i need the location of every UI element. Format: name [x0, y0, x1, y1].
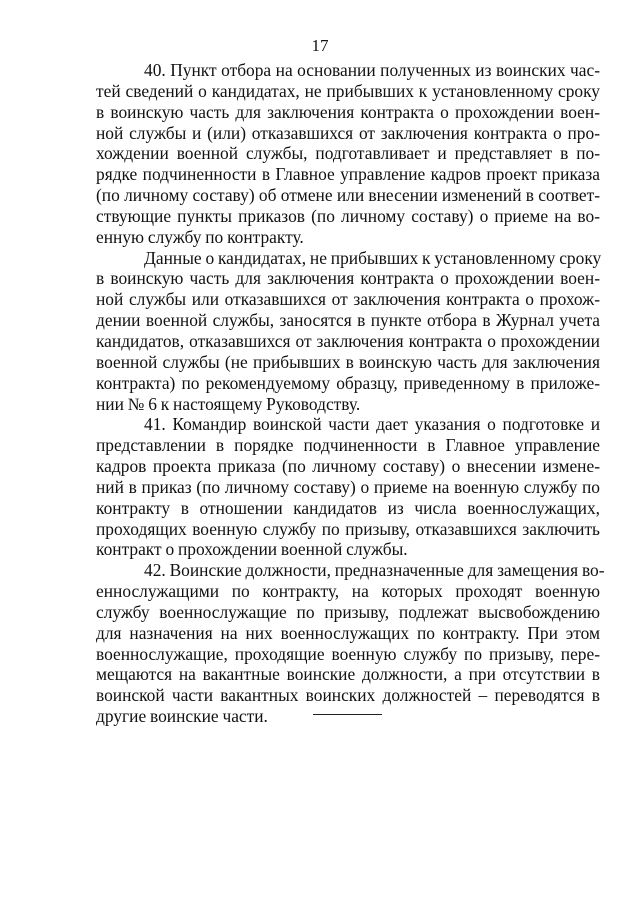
text-line: 41. Командир воинской части дает указания о подготовке и	[144, 414, 600, 435]
text-line: ной службы и (или) отказавшихся от заключения контракта о про-	[96, 122, 600, 143]
text-line: дении военной службы, заносятся в пункте отбора в Журнал учета	[96, 310, 600, 331]
text-line: другие воинские части.	[96, 706, 268, 727]
text-line: ствующие пункты приказов (по личному составу) о приеме на во-	[96, 205, 600, 226]
paragraph-item-42	[96, 560, 605, 727]
text-line: ний в приказ (по личному составу) о приеме на военную службу по	[96, 476, 600, 497]
text-line: Данные о кандидатах, не прибывших к установленному сроку	[144, 247, 602, 268]
end-divider	[313, 714, 382, 715]
text-line: представлении в порядке подчиненности в Главное управление	[96, 435, 600, 456]
text-line: мещаются на вакантные воинские должности, а при отсутствии в	[96, 664, 600, 685]
text-line: нии № 6 к настоящему Руководству.	[96, 393, 361, 414]
text-line: в воинскую часть для заключения контракта о прохождении воен-	[96, 268, 600, 289]
text-line: военнослужащие, проходящие военную службу по призыву, пере-	[96, 643, 600, 664]
paragraph-candidates-data	[96, 248, 600, 415]
paragraph-item-40	[96, 60, 600, 248]
text-line: в воинскую часть для заключения контракта о прохождении воен-	[96, 101, 600, 122]
text-line: службу военнослужащие по призыву, подлежат высвобождению	[96, 601, 600, 622]
text-line: еннослужащими по контракту, на которых проходят военную	[96, 581, 600, 602]
text-line: контракта) по рекомендуемому образцу, приведенному в приложе-	[96, 372, 600, 393]
paragraph-item-41	[96, 414, 600, 560]
text-line: ной службы или отказавшихся от заключения контракта о прохож-	[96, 289, 600, 310]
page-number: 17	[311, 36, 329, 55]
text-line: 42. Воинские должности, предназначенные для замещения во-	[144, 560, 605, 581]
text-line: хождении военной службы, подготавливает и представляет в по-	[96, 143, 600, 164]
document-body	[96, 60, 605, 727]
text-line: енную службу по контракту.	[96, 226, 304, 247]
text-line: контракт о прохождении военной службы.	[96, 539, 408, 560]
text-line: 40. Пункт отбора на основании полученных из воинских час-	[144, 60, 600, 80]
text-line: контракту в отношении кандидатов из числа военнослужащих,	[96, 497, 600, 518]
text-line: рядке подчиненности в Главное управление кадров проект приказа	[96, 164, 600, 185]
text-line: тей сведений о кандидатах, не прибывших к установленному сроку	[96, 80, 600, 101]
text-line: кандидатов, отказавшихся от заключения контракта о прохождении	[96, 330, 600, 351]
text-line: проходящих военную службу по призыву, отказавшихся заключить	[96, 518, 600, 539]
text-line: кадров проекта приказа (по личному составу) о внесении измене-	[96, 456, 600, 477]
text-line: для назначения на них военнослужащих по контракту. При этом	[96, 622, 600, 643]
text-line: (по личному составу) об отмене или внесении изменений в соответ-	[96, 185, 600, 206]
text-line: воинской части вакантных воинских должностей – переводятся в	[96, 685, 600, 706]
text-line: военной службы (не прибывших в воинскую часть для заключения	[96, 351, 600, 372]
